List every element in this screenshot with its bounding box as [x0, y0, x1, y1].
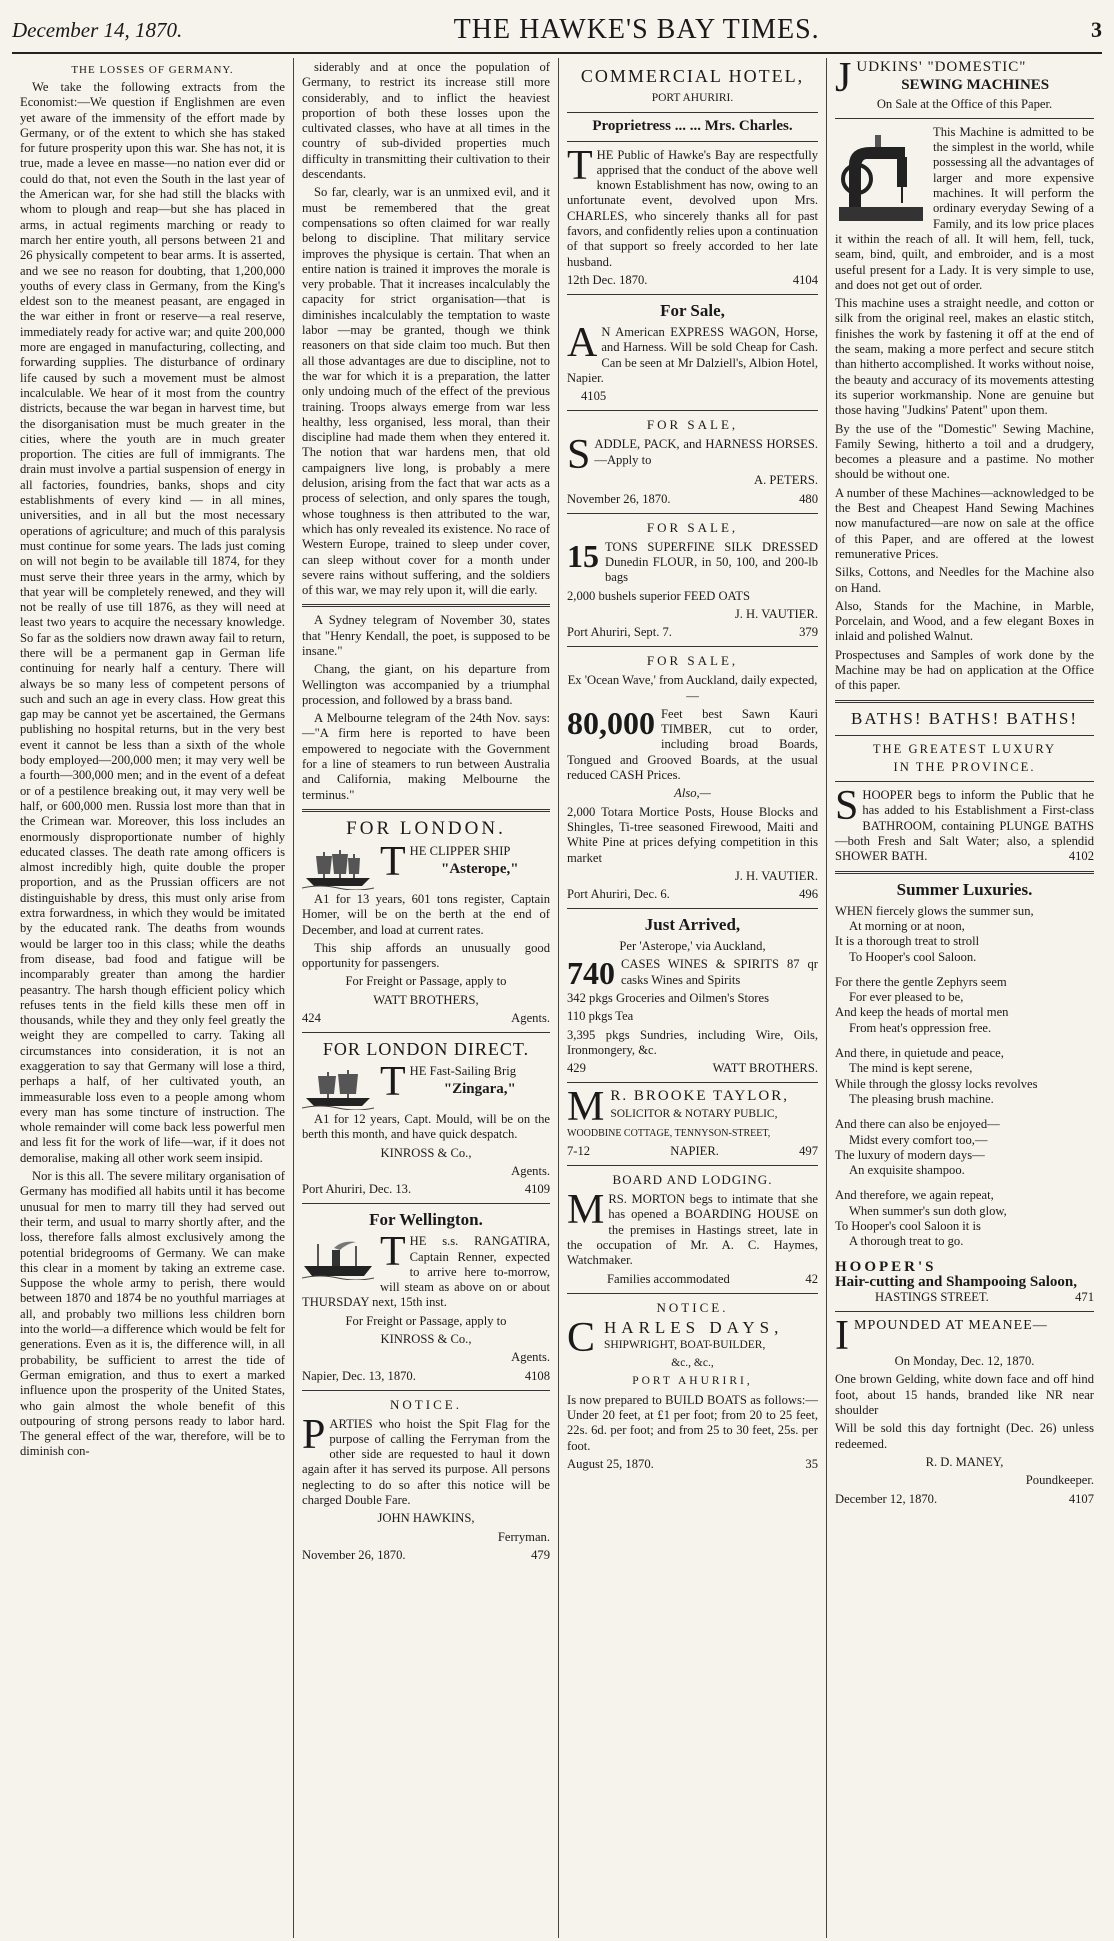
ad-heading: For Wellington.: [369, 1210, 483, 1230]
poem-line: When summer's sun doth glow,: [849, 1203, 1007, 1218]
article-heading: THE LOSSES OF GERMANY.: [71, 64, 234, 76]
ad-sale-saddle: FOR SALE, SADDLE, PACK, and HARNESS HORSES.—Apply to A. PETERS. November 26, 1870. 480: [567, 417, 818, 506]
sailing-ship-icon: [302, 1066, 374, 1110]
ad-heading: UDKINS' "DOMESTIC": [856, 59, 1027, 75]
ad-number: 479: [531, 1547, 550, 1562]
ad-agent: KINROSS & Co.,: [380, 1332, 472, 1346]
ad-heading: NOTICE.: [390, 1396, 462, 1412]
ad-address: WOODBINE COTTAGE, TENNYSON-STREET,: [567, 1127, 771, 1139]
ad-body: Feet best Sawn Kauri TIMBER, cut to order, including broad Boards, Tongued and Grooved Boards, at the usual reduced CASH Prices.: [567, 706, 818, 783]
ad-paragraph: Silks, Cottons, and Needles for the Machine also on Hand.: [835, 565, 1094, 595]
ad-body: ADDLE, PACK, and HARNESS HORSES.—Apply to: [594, 437, 818, 467]
ad-paragraph: A number of these Machines—acknowledged to be the Best and Cheapest Hand Sewing Machines now manufactured—are now on sale at the office of this Paper, and are offered at the lowest remunerative Prices.: [835, 485, 1094, 561]
ad-just-arrived: [567, 915, 818, 1076]
ad-date: November 26, 1870.: [302, 1547, 406, 1562]
ad-proprietress: Proprietress ... ... Mrs. Charles.: [592, 118, 793, 135]
article-paragraph: We take the following extracts from the Economist:—We question if Englishmen are even yet aware of the immensity of the effort made by Germany, or of the extent to which she has staked for future prosperity upon this war. She has not, it is true, made a levee en masse—no nation ever did or could do that, not even the South in the last year of the American war, for she had still the blacks with whom to plough and reap—but she has placed in arms, in actual regiments marching or ready to march her entire youth, all persons between 21 and 26 physically competent to bear arms. It is asserted, and we see no reason for doubting, that 1,200,000 youths of every class in Germany, from the King's eldest son to the meanest peasant, are engaged in the war either in front or reserve—a real reserve, immediately ready for active war; and quite 200,000 more are engaged in manufacturing, collecting, and forwarding supplies. The disturbance of ordinary life caused by such a movement must be almost incalculable. We hear of it most from the country districts, because the war began in harvest time, but the disorganisation must be much greater in the cities, where the youth are in much greater proportion. The cities are full of immigrants. The drain must involve a partial suspension of energy in all factories, foundries, banks, shops and city establishments of every kind — in all mines, universities, and in all but the most necessary operations of agriculture; and much of this paralysis must continue for some years. The lads just coming on will not begin to be available till 1874, for they must serve their three years in the army, which by that year will be completely renewed, and they will not be really of use till 1876, as they will need at least two years to acquire the necessary knowledge. So far as the soldiers now drawn away fail to return, there will be a permanent gap in German life continuing for nearly half a century. There will always be so many less of competent persons of such and such an age in every class. How great this gap may be cannot yet be ascertained, the Germans publishing no hospital returns, but in the very best event it cannot be less than a sixth of the whole body employed—200,000 men; it may very well be a fourth—300,000 men; and in the event of a defeat or of a pestilence breaking out, it may very well be half, or 600,000 men. Russia lost more than that in the Crimean war. Moreover, this loss includes an enormously disproportionate number of highly educated classes. The death rate among officers is almost incredibly high, quite double the proper proportion, and as the Prussian officers are not distinguishable by dress, this must only arise from extra forwardness, in which they would be imitated by the educated rank. The deaths from wounds would be larger too in this class; while the deaths from disease, bad food and fatigue will be incomparably greater than among the hardier peasantry. The harsh though efficient policy which refuses tents in the field kills these men off in thousands, while they and they only feel greatly the weight they are compelled to carry. Taking all circumstances into consideration, it is not an exaggeration to say that Germany will lose a third, perhaps a half, of her cultivated youth, an immeasurable loss even to a people among whom every man has some tincture of instruction. The whole remainder will come back less powerful men and less fit for the work of life—war, if it does not demoralise, making all other work seem insipid.: [20, 80, 285, 1165]
ad-date: August 25, 1870.: [567, 1456, 654, 1471]
divider: [302, 1390, 550, 1391]
ad-also: Also,—: [674, 786, 711, 801]
ad-number: 4105: [581, 389, 607, 404]
ship-intro: HE Fast-Sailing Brig: [409, 1064, 517, 1079]
ad-heading: NOTICE.: [656, 1299, 729, 1315]
ad-number: 4108: [524, 1368, 550, 1383]
ad-name: A. PETERS.: [753, 473, 818, 488]
poem-stanza: [835, 904, 1094, 965]
ad-footer: Families accommodated: [607, 1271, 730, 1286]
ad-number: 471: [1075, 1290, 1094, 1305]
column-1: [12, 58, 294, 1938]
ad-body: N American EXPRESS WAGON, Horse, and Harness. Will be sold Cheap for Cash. Can be seen at Mr Dalziell's, Albion Hotel, Napier.: [567, 324, 819, 385]
ad-heading: Just Arrived,: [644, 915, 741, 935]
column-2: [294, 58, 559, 1938]
ad-name: WATT BROTHERS.: [712, 1061, 818, 1076]
poem-stanza: [835, 1046, 1094, 1107]
ad-agent: WATT BROTHERS,: [373, 992, 479, 1007]
ad-subheading: IN THE PROVINCE.: [893, 759, 1036, 774]
ad-brooke-taylor: M R. BROOKE TAYLOR, SOLICITOR & NOTARY PUBLIC, WOODBINE COTTAGE, TENNYSON-STREET, 7-12 NAPIER. 497: [567, 1084, 818, 1159]
ad-ferry-notice: NOTICE. PARTIES who hoist the Spit Flag for the purpose of calling the Ferryman from the other side are requested to haul it down again after it has served its purpose. All persons neglecting to do so after this notice will be charged Double Fare. JOHN HAWKINS, Ferryman. November 26, 1870. 479: [302, 1396, 550, 1562]
ad-line: 342 pkgs Groceries and Oilmen's Stores: [567, 990, 769, 1005]
ad-name: J. H. VAUTIER.: [734, 606, 818, 621]
ad-role: Ferryman.: [497, 1529, 550, 1544]
ad-number: 429: [567, 1061, 586, 1076]
poem-stanza: [835, 1117, 1094, 1178]
ad-big-number: 80,000: [567, 704, 655, 741]
poem-stanza: [835, 975, 1094, 1036]
ad-heading: For Sale,: [660, 300, 725, 320]
ad-body: Will be sold this day fortnight (Dec. 26) unless redeemed.: [835, 1421, 1094, 1451]
page-number: 3: [1090, 17, 1102, 42]
poem-line: And there can also be enjoyed—: [835, 1117, 1000, 1132]
ad-subheading: Ex 'Ocean Wave,' from Auckland, daily expected,—: [567, 673, 818, 703]
ad-number: 4107: [1068, 1491, 1094, 1506]
ad-big-number: 15: [567, 537, 599, 574]
ad-trade: SHIPWRIGHT, BOAT-BUILDER,: [604, 1338, 766, 1351]
ad-sale-wagon: For Sale, A N American EXPRESS WAGON, Horse, and Harness. Will be sold Cheap for Cash. Can be seen at Mr Dalziell's, Albion Hotel, Napier. 4105: [567, 300, 819, 404]
ad-date: 12th Dec. 1870.: [567, 272, 648, 287]
ad-paragraph: This machine uses a straight needle, and cotton or silk from the original reel, makes an elastic stitch, finishes the work by fastening it off at the end of the seam, making a more perfect and secure stitch than hitherto accomplished. It works without noise, the beauty and accuracy of its movements attesting its superior workmanship. None are genuine but those having "Judkins' Patent" upon them.: [835, 296, 1094, 418]
ad-date: November 26, 1870.: [567, 491, 671, 506]
ad-number: 496: [799, 887, 818, 902]
ad-heading: FOR SALE,: [646, 653, 739, 669]
ad-body: HOOPER begs to inform the Public that he has added to his Establishment a First-class BATHROOM, containing PLUNGE BATHS —both Fresh and Salt Water; also, a splendid SHOWER BATH.: [835, 788, 1094, 864]
ad-contact: For Freight or Passage, apply to: [345, 974, 507, 989]
ad-number: 35: [805, 1456, 818, 1471]
ad-baths: BATHS! BATHS! BATHS! THE GREATEST LUXURY IN THE PROVINCE. SHOOPER begs to inform the Public that he has added to his Establishment a First-class BATHROOM, containing PLUNGE BATHS —both Fresh and Salt Water; also, a splendid SHOWER BATH. 4102: [835, 708, 1094, 864]
ad-number: 379: [799, 625, 818, 640]
ad-name: HARLES DAYS,: [604, 1317, 784, 1337]
ad-for-wellington: For Wellington. THE s.s. RANGATIRA, Captain Renner, expected to arrive here to-morrow, will steam as above on or about THURSDAY next, 15th inst. For Freight or Passage, apply to KINROSS & Co., Agents. Napier, Dec. 13, 1870. 4108: [302, 1210, 550, 1383]
ad-heading: FOR LONDON.: [346, 817, 506, 839]
ad-paragraph: By the use of the "Domestic" Sewing Machine, Family Sewing, hitherto a toil and a drudgery, becomes a pleasure and a pastime. No mother should be without one.: [835, 421, 1094, 482]
news-item: A Sydney telegram of November 30, states that "Henry Kendall, the poet, is supposed to be insane.": [302, 613, 550, 658]
ad-judkins: JUDKINS' "DOMESTIC" SEWING MACHINES On Sale at the Office of this Paper. This Machine is admitted to be the simplest in the world, while possessing all the advantages of larger and more expensive machines. It will perform the ordinary everyday Sewing of a Family, and its low price places it within the reach of all. It will hem, fell, tuck, seam, bind, quilt, and embroider, and is a most useful present for a Lady. It is very simple to use, and does not get out of order. This machine uses a straight needle, and cotton or silk from the original reel, makes an elastic stitch, finishes the work by fastening it off at the end of the seam, making a more perfect and secure stitch than hitherto accomplished. It works without noise, the beauty and accuracy of its movements attesting its superior workmanship. None are genuine but those having "Judkins' Patent" upon them. By the use of the "Domestic" Sewing Machine, Family Sewing, hitherto a toil and a drudgery, becomes a pleasure and a pastime. No mother should be without one. A number of these Machines—acknowledged to be the Best and Cheapest Hand Sewing Machines now manufactured—are now on sale at the office of this Paper, and are offered at the lowest remunerative Prices. Silks, Cottons, and Needles for the Machine also on Hand. Also, Stands for the Machine, in Marble, Porcelain, and Wood, and a few elegant Boxes in inlaid and polished Walnut. Prospectuses and Samples of work done by the Machine may be had on application at the Office of this paper.: [835, 58, 1094, 693]
divider: [302, 1203, 550, 1204]
divider: [302, 1032, 550, 1033]
ad-heading: FOR SALE,: [646, 519, 739, 535]
ad-brand: HOOPER'S: [835, 1258, 937, 1275]
divider: [302, 604, 550, 607]
ad-brand-2: Hair-cutting and Shampooing Saloon,: [835, 1273, 1077, 1290]
ad-paragraph: This Machine is admitted to be the simplest in the world, while possessing all the advantages of larger and more expensive machines. It will perform the ordinary everyday Sewing of a Family, and its low price places it within the reach of all. It will hem, fell, tuck, seam, bind, quilt, and embroider, and is a most useful present for a Lady. It is very simple to use, and does not get out of order.: [835, 124, 1094, 292]
ad-heading: MPOUNDED AT MEANEE—: [854, 1318, 1048, 1334]
poem-line: WHEN fiercely glows the summer sun,: [835, 903, 1034, 918]
article-paragraph: Nor is this all. The severe military organisation of Germany has modified all habits until it has become unusual for men to marry till they had served out their term, and usual to marry shortly after, and the loss, therefore falls almost exclusively among the potential bridegrooms of Germany. We can make this clear in a moment by taking an extreme case. Suppose the whole army to perish, there would between 1870 and 1874 be no youthful marriages at all, and probably two millions less children born into the world—a difference which would be felt for generations. Even as it is, the difference will, in all probability, be sufficient to arrest the tide of German emigration, and thus to exert a marked influence upon the prosperity of the United States, who gain almost the whole benefit of this outpouring of strong persons ready to labor hard. The general effect of the war, therefore, will be to diminish con-: [20, 1169, 285, 1459]
sailing-ship-icon: [302, 846, 374, 890]
news-item: Chang, the giant, on his departure from Wellington was accompanied by a triumphal procession, and followed by a brass band.: [302, 662, 550, 707]
poem-line: While through the glossy locks revolves: [835, 1076, 1038, 1091]
ad-agent: KINROSS & Co.,: [380, 1145, 472, 1160]
ad-heading: BOARD AND LODGING.: [612, 1172, 773, 1188]
ad-body: This ship affords an unusually good opportunity for passengers.: [302, 940, 550, 971]
ad-line: 3,395 pkgs Sundries, including Wire, Oils, Ironmongery, &c.: [567, 1027, 818, 1057]
ship-name: "Zingara,": [443, 1081, 516, 1098]
ad-role: Poundkeeper.: [1025, 1473, 1094, 1488]
ad-number: 42: [805, 1271, 818, 1286]
ad-for-london: FOR LONDON. THE CLIPPER SHIP "Asterope," A1 for 13 years, 601 tons register, Captain Homer, will be on the berth at the end of December, and load at current rates. This ship affords an unusually good opportunity for passengers. For Freight or Passage, apply to WATT BROTHERS, 424 Agents.: [302, 817, 550, 1026]
column-4: [827, 58, 1102, 1938]
agents-label: Agents.: [511, 1011, 550, 1026]
poem-line: And there, in quietude and peace,: [835, 1046, 1004, 1061]
ad-place: Port Ahuriri, Sept. 7.: [567, 625, 672, 640]
poem-line: The pleasing brush machine.: [849, 1091, 994, 1106]
poem-line: A thorough treat to go.: [849, 1234, 964, 1249]
poem-line: And therefore, we again repeat,: [835, 1188, 994, 1203]
ad-board-lodging: BOARD AND LODGING. MRS. MORTON begs to intimate that she has opened a BOARDING HOUSE on the premises in Hastings street, late in the occupation of Mr. A. C. Haymes, Watchmaker. Families accommodated 42: [567, 1172, 818, 1286]
ad-place: NAPIER.: [670, 1144, 719, 1159]
ad-contact: For Freight or Passage, apply to: [345, 1313, 507, 1328]
article-paragraph: So far, clearly, war is an unmixed evil, and it must be remembered that the great compensations so often claimed for war really belong to discipline. That military service improves the physique is certain. That when an entire nation is trained it improves the morale is very probable. That it increases incalculably the capacity for strict organisation—that is diminishes incalculably the temptation to waste labor —may be granted, though we think reasoners on that side claim too much. But then all those advantages are due to discipline, not to the war for which it is a preparation, the latter only undoing much of the effect of the previous training. Troops always emerge from war less healthy, less organised, less moral, than their discipline had made them when they entered it. The notion that war hardens men, that old campaigners live long, is probably a mere delusion, arising from the fact that war acts as a process of selection, and only spares the tough, whose toughness is then attributed to the war, which has only revealed its existence. No race of Western Europe, trained to sleep under cover, can sleep without cover for a month under severe rains without suffering, and the soldiers of this war, we may rely upon it, will die early.: [302, 185, 550, 598]
poem-line: At morning or at noon,: [849, 918, 965, 933]
ad-number: 4102: [1068, 849, 1094, 864]
ad-body: 2,000 bushels superior FEED OATS: [567, 588, 750, 603]
ad-name: J. H. VAUTIER.: [734, 868, 818, 883]
ad-place: PORT AHURIRI.: [651, 92, 734, 104]
poem-line: The luxury of modern days—: [835, 1147, 985, 1162]
poem-line: To Hooper's cool Saloon.: [849, 949, 977, 964]
ad-heading: FOR SALE,: [646, 417, 739, 433]
ad-line: 110 pkgs Tea: [567, 1009, 634, 1024]
ad-subheading: On Sale at the Office of this Paper.: [876, 96, 1053, 111]
ad-number: 424: [302, 1011, 321, 1026]
ad-subheading: SOLICITOR & NOTARY PUBLIC,: [610, 1108, 778, 1121]
ad-place: PORT AHURIRI,: [632, 1375, 753, 1388]
ad-body: One brown Gelding, white down face and off hind foot, about 15 hands, branded like NR near shoulder: [835, 1372, 1094, 1418]
ad-heading: BATHS! BATHS! BATHS!: [850, 708, 1079, 728]
ad-body: RS. MORTON begs to intimate that she has opened a BOARDING HOUSE on the premises in Hastings street, late in the occupation of Mr. A. C. Haymes, Watchmaker.: [567, 1192, 818, 1268]
ad-etc: &c., &c.,: [671, 1357, 714, 1370]
paper-title: THE HAWKE'S BAY TIMES.: [453, 14, 820, 45]
poem-line: An exquisite shampoo.: [849, 1163, 965, 1178]
ad-place: Napier, Dec. 13, 1870.: [302, 1368, 416, 1383]
ad-body: ARTIES who hoist the Spit Flag for the purpose of calling the Ferryman from the other side are requested to haul it down again after it has served its purpose. All persons neglecting to do so after this notice will be charged Double Fare.: [302, 1416, 550, 1508]
ad-date: 7-12: [567, 1144, 591, 1159]
poem-line: For there the gentle Zephyrs seem: [835, 974, 1007, 989]
ad-number: 480: [799, 491, 818, 506]
poem-line: For ever pleased to be,: [849, 990, 964, 1005]
ad-heading: COMMERCIAL HOTEL,: [580, 66, 805, 86]
ad-big-number: 740: [567, 955, 615, 992]
poem-line: The mind is kept serene,: [849, 1061, 973, 1076]
ad-place: Port Ahuriri, Dec. 6.: [567, 887, 670, 902]
ad-heading: FOR LONDON DIRECT.: [322, 1039, 530, 1060]
ad-date: On Monday, Dec. 12, 1870.: [894, 1354, 1035, 1369]
ad-body: HE s.s. RANGATIRA, Captain Renner, expected to arrive here to-morrow, will steam as above on or about THURSDAY next, 15th inst.: [302, 1234, 550, 1310]
ad-number: 4109: [524, 1182, 550, 1197]
column-3: [559, 58, 827, 1938]
masthead: [12, 8, 1102, 54]
ad-body: TONS SUPERFINE SILK DRESSED Dunedin FLOUR, in 50, 100, and 200-lb bags: [605, 539, 818, 585]
ad-body: HE Public of Hawke's Bay are respectfully apprised that the conduct of the above well known Establishment has now, owing to an unfortunate event, devolved upon Mrs. CHARLES, who sincerely thanks all for past favors, and confidently relies upon a continuation of that support so freely accorded to her late husband.: [567, 147, 818, 269]
poem-line: To Hooper's cool Saloon it is: [835, 1219, 981, 1233]
ad-subheading: Per 'Asterope,' via Auckland,: [619, 939, 766, 954]
ad-paragraph: Also, Stands for the Machine, in Marble, Porcelain, and Wood, and a few elegant Boxes in inlaid and polished Walnut.: [835, 598, 1094, 644]
ad-street: HASTINGS STREET.: [875, 1290, 989, 1305]
ad-heading-2: SEWING MACHINES: [901, 77, 1050, 94]
ad-body: A1 for 12 years, Capt. Mould, will be on the berth this month, and have quick despatch.: [302, 1112, 550, 1142]
ad-number: 497: [799, 1144, 818, 1159]
ad-charles-days: NOTICE. CHARLES DAYS, SHIPWRIGHT, BOAT-BUILDER, &c., &c., PORT AHURIRI, Is now prepared to BUILD BOATS as follows:—Under 20 feet, at £1 per foot; from 20 to 25 feet, 22s. 6d. per foot; and from 25 to 30 feet, 25s. per foot. August 25, 1870. 35: [567, 1299, 818, 1471]
ad-body: A1 for 13 years, 601 tons register, Captain Homer, will be on the berth at the end of December, and load at current rates.: [302, 891, 550, 937]
ad-body: 2,000 Totara Mortice Posts, House Blocks and Shingles, Ti-tree seasoned Firewood, Maiti and White Pine at prices defying competition in this market: [567, 804, 818, 865]
poem-line: It is a thorough treat to stroll: [835, 934, 980, 949]
sewing-machine-icon: [835, 129, 927, 229]
ad-heading: R. BROOKE TAYLOR,: [610, 1088, 790, 1105]
article-paragraph: siderably and at once the population of Germany, to restrict its increase still more considerably, and to inflict the heaviest proportion of both these losses upon the cultivated classes, who have at all times in the country of sub-divided properties much difficulty in transmitting their cultivation to their descendants.: [302, 60, 550, 182]
ad-impounded: IMPOUNDED AT MEANEE— On Monday, Dec. 12, 1870. One brown Gelding, white down face and off hind foot, about 15 hands, branded like NR near shoulder Will be sold this day fortnight (Dec. 26) unless redeemed. R. D. MANEY, Poundkeeper. December 12, 1870. 4107: [835, 1313, 1094, 1506]
ad-number: 4104: [792, 272, 818, 287]
ad-name: JOHN HAWKINS,: [377, 1511, 475, 1526]
ship-intro: HE CLIPPER SHIP: [409, 843, 511, 858]
ad-sale-timber: [567, 653, 818, 902]
ad-sale-flour: [567, 520, 818, 640]
agents-label: Agents.: [511, 1163, 550, 1178]
ad-for-london-direct: FOR LONDON DIRECT. THE Fast-Sailing Brig "Zingara," A1 for 12 years, Capt. Mould, will be on the berth this month, and have quick despatch. KINROSS & Co., Agents. Port Ahuriri, Dec. 13. 4109: [302, 1039, 550, 1197]
ad-heading: Summer Luxuries.: [896, 879, 1033, 899]
poem-line: From heat's oppression free.: [849, 1020, 992, 1035]
ad-place: Port Ahuriri, Dec. 13.: [302, 1182, 412, 1197]
ad-body: CASES WINES & SPIRITS 87 qr casks Wines and Spirits: [621, 957, 818, 987]
issue-date: December 14, 1870.: [12, 17, 183, 42]
news-item: A Melbourne telegram of the 24th Nov. says:—"A firm here is reported to have been empowered to negociate with the Government for a line of steamers to run between Australia and California, making Melbourne the terminus.": [302, 711, 550, 802]
steamship-icon: [302, 1236, 374, 1280]
poem-line: And keep the heads of mortal men: [835, 1005, 1009, 1020]
ad-commercial-hotel: COMMERCIAL HOTEL, PORT AHURIRI. Proprietress ... ... Mrs. Charles. THE Public of Hawke's Bay are respectfully apprised that the conduct of the above well known Establishment has now, owing to an unfortunate event, devolved upon Mrs. CHARLES, who sincerely thanks all for past favors, and confidently relies upon a continuation of that support so freely accorded to her late husband. 12th Dec. 1870. 4104: [567, 66, 818, 287]
divider: [302, 809, 550, 812]
ad-paragraph: Prospectuses and Samples of work done by the Machine may be had on application at the Office of this paper.: [835, 647, 1094, 693]
agents-label: Agents.: [511, 1350, 550, 1365]
ad-subheading: THE GREATEST LUXURY: [872, 741, 1057, 756]
ad-date: December 12, 1870.: [835, 1491, 938, 1506]
poem-stanza: [835, 1188, 1094, 1249]
ad-name: R. D. MANEY,: [925, 1454, 1004, 1469]
ad-summer-luxuries: [835, 880, 1094, 1306]
ship-name: "Asterope,": [441, 861, 519, 878]
poem-line: Midst every comfort too,—: [849, 1132, 988, 1147]
ad-body: Is now prepared to BUILD BOATS as follows:—Under 20 feet, at £1 per foot; from 20 to 25 feet, 22s. 6d. per foot; and from 25 to 30 feet, 25s. per foot.: [567, 1392, 818, 1453]
